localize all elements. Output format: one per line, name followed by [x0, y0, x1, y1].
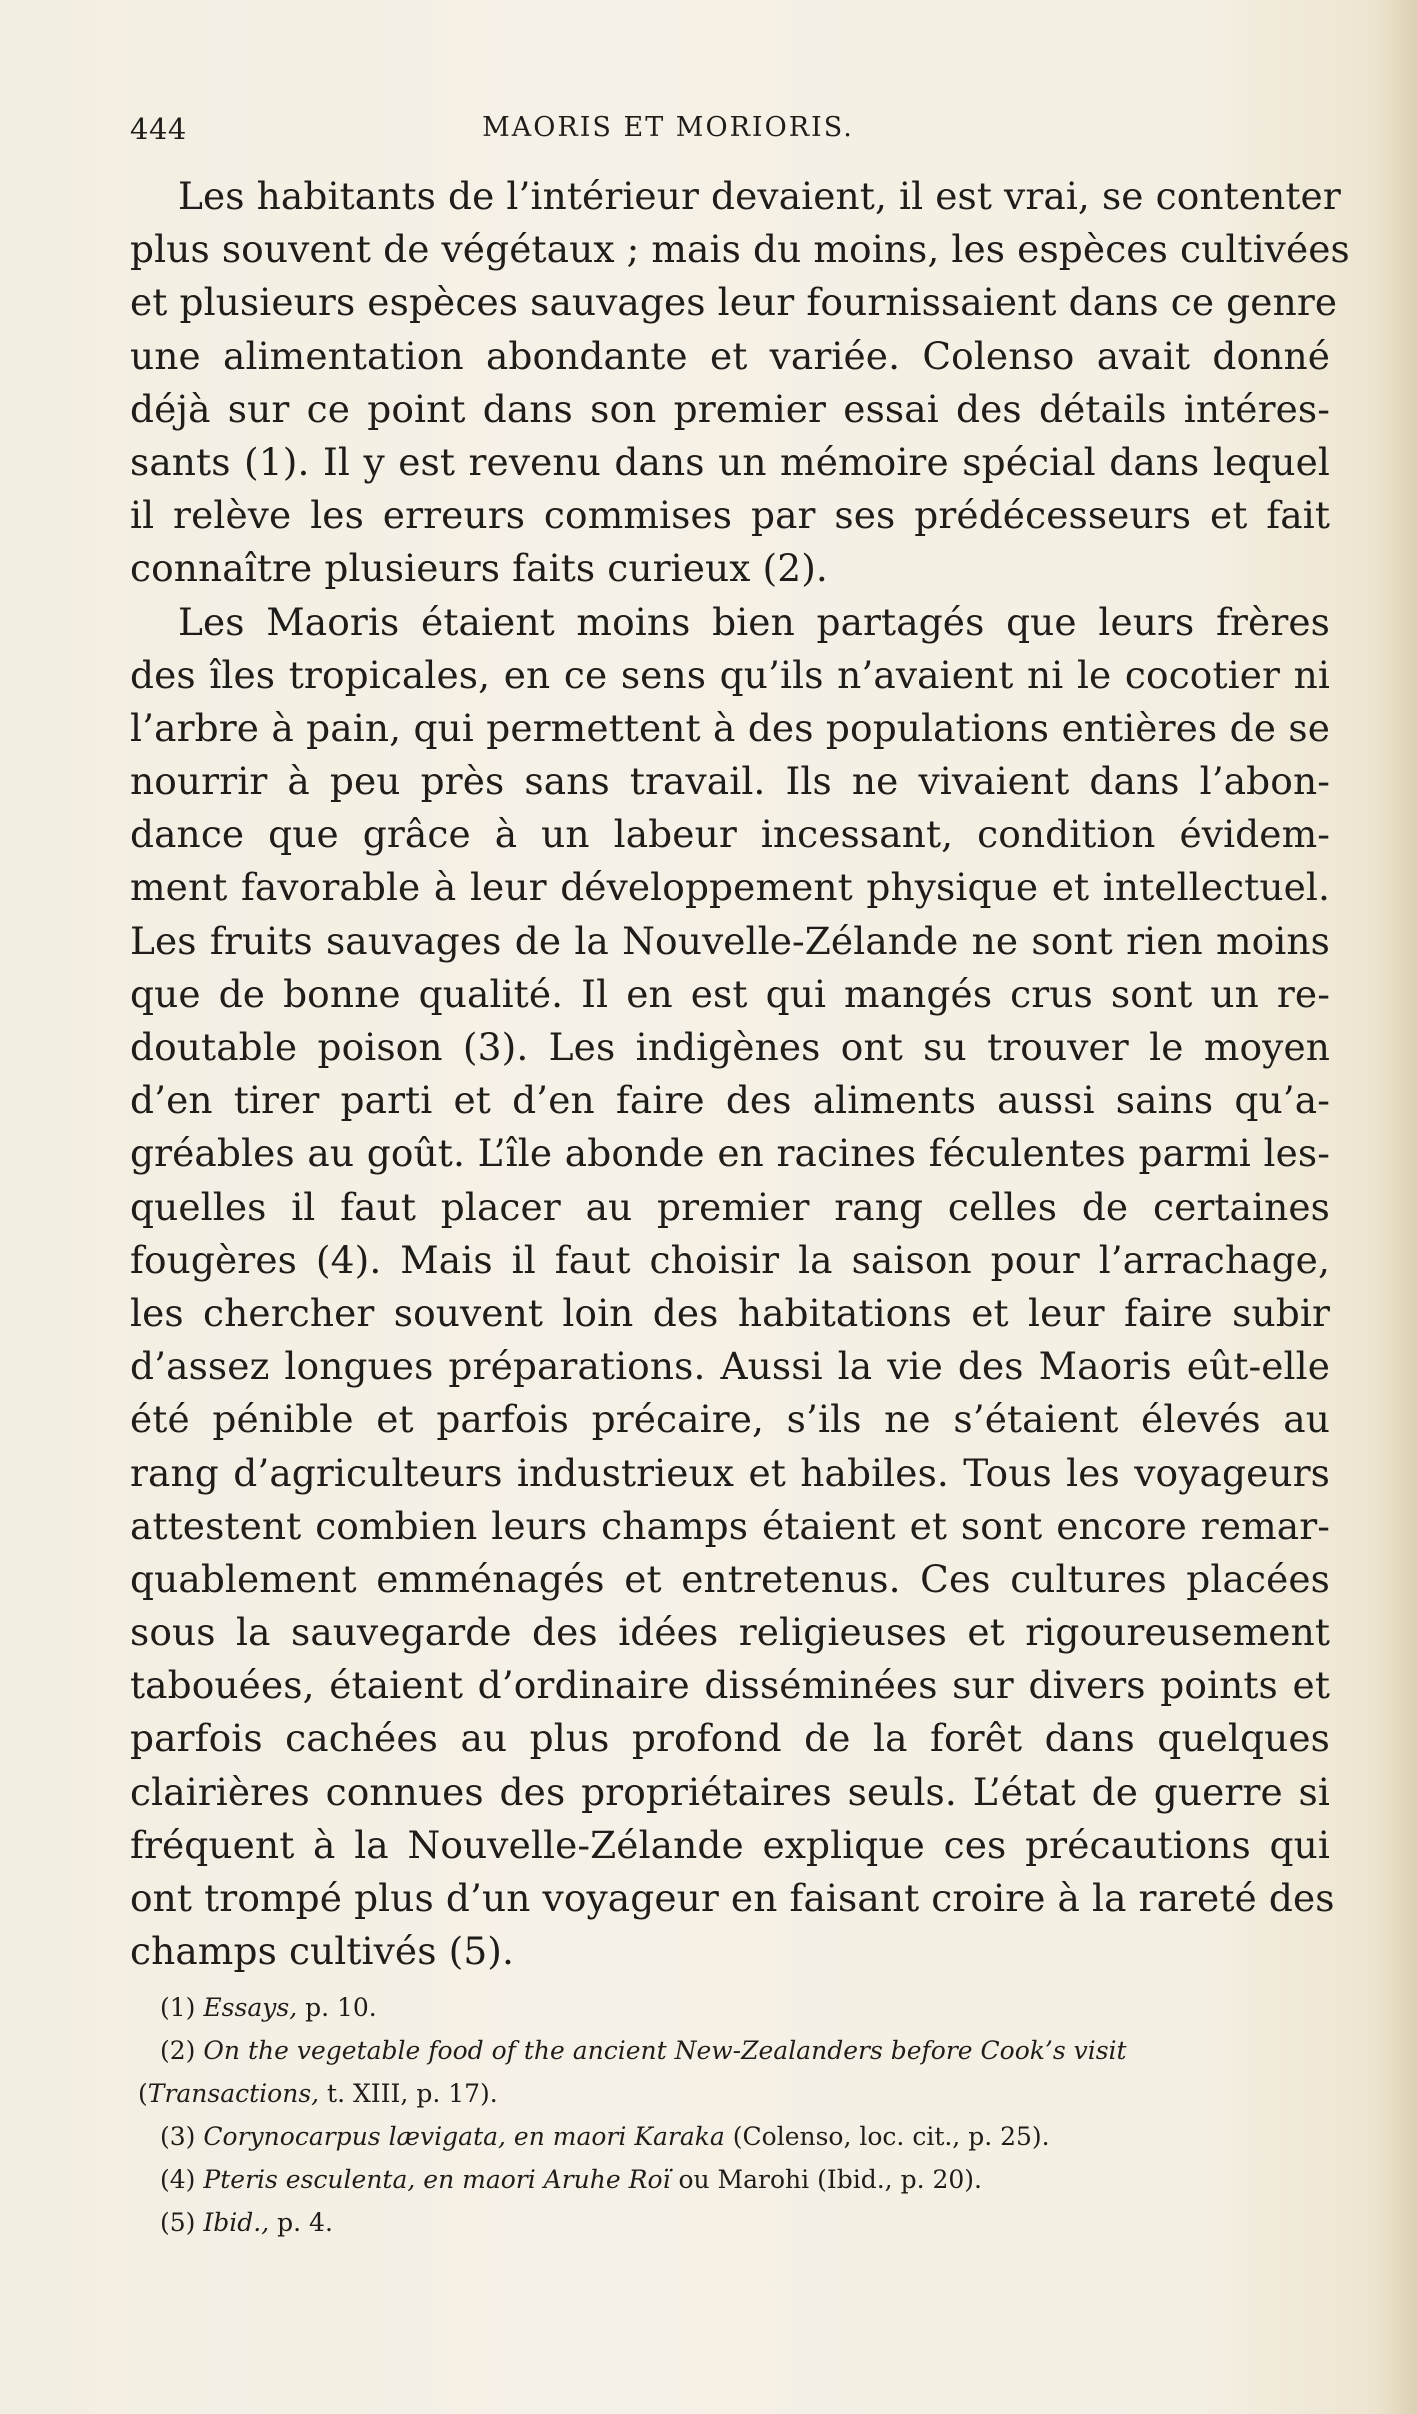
- text-line: Les fruits sauvages de la Nouvelle-Zélande ne sont rien moins: [130, 918, 1330, 963]
- footnote-2: [160, 2029, 1340, 2072]
- text-line: des îles tropicales, en ce sens qu’ils n’avaient ni le cocotier ni: [130, 652, 1330, 697]
- text-line: ont trompé plus d’un voyageur en faisant croire à la rareté des: [130, 1876, 1335, 1920]
- text-line: attestent combien leurs champs étaient et sont encore remar-: [130, 1503, 1330, 1548]
- text-line: été pénible et parfois précaire, s’ils ne s’étaient élevés au: [130, 1397, 1330, 1442]
- footnote-2-continued: [138, 2072, 1340, 2115]
- text-line: d’assez longues préparations. Aussi la vie des Maoris eût-elle: [130, 1344, 1330, 1389]
- footnotes: [138, 1986, 1340, 2244]
- body-text: [130, 170, 1350, 1978]
- text-line: quelles il faut placer au premier rang celles de certaines: [130, 1184, 1330, 1229]
- footnote-text: ou Marohi (Ibid., p. 20).: [670, 2165, 982, 2194]
- text-line: quablement emménagés et entretenus. Ces cultures placées: [130, 1556, 1330, 1601]
- footnote-text: (Colenso, loc. cit., p. 25).: [724, 2122, 1050, 2151]
- running-title: MAORIS ET MORIORIS.: [482, 112, 854, 143]
- text-line: rang d’agriculteurs industrieux et habiles. Tous les voyageurs: [130, 1450, 1330, 1495]
- page-edge-shadow: [1377, 0, 1417, 2414]
- text-line: et plusieurs espèces sauvages leur fournissaient dans ce genre: [130, 280, 1338, 325]
- text-line: sous la sauvegarde des idées religieuses et rigoureusement: [130, 1610, 1330, 1655]
- text-line: l’arbre à pain, qui permettent à des populations entières de se: [130, 705, 1330, 750]
- text-line: les chercher souvent loin des habitations et leur faire subir: [130, 1290, 1330, 1335]
- footnote-italic: Corynocarpus lævigata, en maori Karaka: [203, 2122, 725, 2151]
- text-line: gréables au goût. L’île abonde en racines féculentes parmi les-: [130, 1131, 1330, 1176]
- text-line: une alimentation abondante et variée. Colenso avait donné: [130, 333, 1330, 378]
- text-line: clairières connues des propriétaires seuls. L’état de guerre si: [130, 1769, 1330, 1814]
- text-line: tabouées, étaient d’ordinaire disséminées sur divers points et: [130, 1663, 1330, 1708]
- footnote-text: p. 10.: [297, 1993, 377, 2022]
- text-line: Les habitants de l’intérieur devaient, il est vrai, se contenter: [178, 174, 1341, 218]
- text-line: parfois cachées au plus profond de la forêt dans quelques: [130, 1716, 1330, 1761]
- text-line: connaître plusieurs faits curieux (2).: [130, 546, 828, 591]
- footnote-1: [160, 1986, 1340, 2029]
- footnote-mark: (: [138, 2079, 148, 2108]
- footnote-text: p. 4.: [269, 2208, 333, 2237]
- footnote-mark: (5): [160, 2208, 196, 2237]
- footnote-mark: (1): [160, 1993, 196, 2022]
- text-line: champs cultivés (5).: [130, 1929, 515, 1974]
- footnote-5: [160, 2201, 1340, 2244]
- text-line: dance que grâce à un labeur incessant, condition évidem-: [130, 812, 1330, 857]
- text-line: ment favorable à leur développement physique et intellectuel.: [130, 865, 1330, 910]
- text-line: sants (1). Il y est revenu dans un mémoire spécial dans lequel: [130, 439, 1330, 484]
- footnote-mark: (4): [160, 2165, 196, 2194]
- footnote-text: t. XIII, p. 17).: [319, 2079, 498, 2108]
- text-line: fougères (4). Mais il faut choisir la saison pour l’arrachage,: [130, 1237, 1330, 1282]
- page-header: [128, 112, 1328, 156]
- text-line: fréquent à la Nouvelle-Zélande explique ces précautions qui: [130, 1822, 1330, 1867]
- footnote-italic: Pteris esculenta, en maori Aruhe Roï: [203, 2165, 671, 2194]
- text-line: que de bonne qualité. Il en est qui mangés crus sont un re-: [130, 971, 1330, 1016]
- text-line: d’en tirer parti et d’en faire des aliments aussi sains qu’a-: [130, 1078, 1330, 1123]
- footnote-italic: Essays,: [203, 1993, 298, 2022]
- footnote-italic: Ibid.,: [203, 2208, 270, 2237]
- text-line: Les Maoris étaient moins bien partagés que leurs frères: [178, 599, 1330, 644]
- text-line: déjà sur ce point dans son premier essai des détails intéres-: [130, 386, 1330, 431]
- page-number: 444: [130, 112, 187, 146]
- footnote-mark: (3): [160, 2122, 196, 2151]
- footnote-italic: On the vegetable food of the ancient New-Zealanders before Cook’s visit: [203, 2036, 1127, 2065]
- footnote-mark: (2): [160, 2036, 196, 2065]
- footnote-4: [160, 2158, 1340, 2201]
- text-line: plus souvent de végétaux ; mais du moins, les espèces cultivées: [130, 227, 1350, 272]
- text-line: nourrir à peu près sans travail. Ils ne vivaient dans l’abon-: [130, 759, 1330, 804]
- text-line: il relève les erreurs commises par ses prédécesseurs et fait: [130, 493, 1330, 538]
- text-line: doutable poison (3). Les indigènes ont su trouver le moyen: [130, 1025, 1330, 1069]
- running-title-wrap: [128, 112, 1328, 143]
- footnote-3: [160, 2115, 1340, 2158]
- footnote-italic: Transactions,: [147, 2079, 320, 2108]
